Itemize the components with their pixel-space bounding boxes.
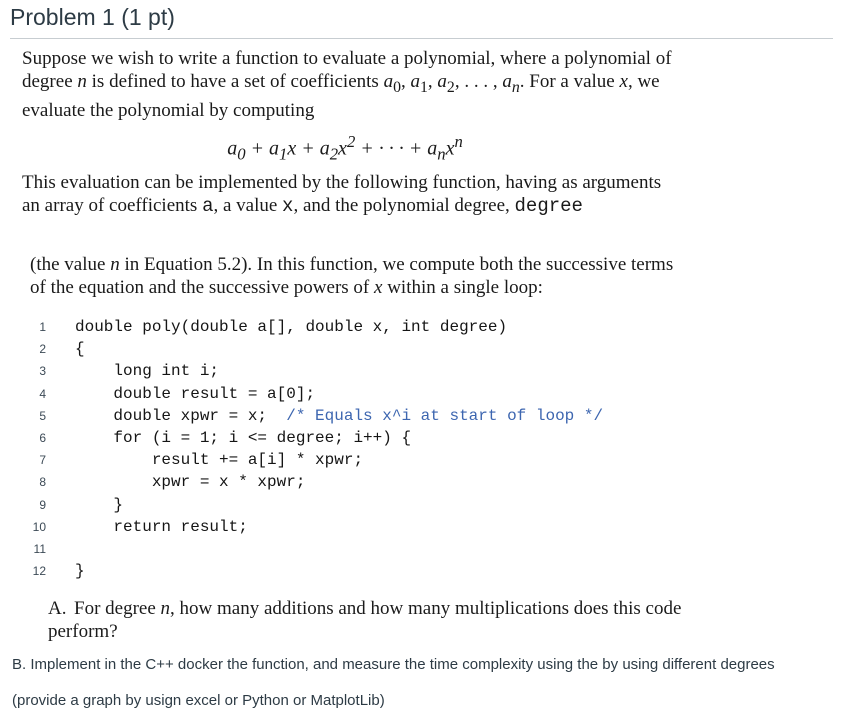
line-number: 10 — [32, 519, 46, 534]
question-b-line-1: B. Implement in the C++ docker the function, and measure the time complexity using the by using different degrees — [12, 656, 775, 673]
code-line — [0, 316, 620, 338]
code-listing — [0, 316, 620, 582]
code-line — [0, 471, 620, 493]
code-text: return result; — [75, 517, 248, 536]
problem-title: Problem 1 (1 pt) — [10, 4, 175, 30]
line-number: 6 — [39, 430, 46, 445]
line-number: 5 — [39, 408, 46, 423]
intro-paragraph: Suppose we wish to write a function to evaluate a polynomial, where a polynomial of degree n is defined to have a set of coefficients $a_0$, $a_1$, $a_2$, . . . , $a_n$. For a value x, we evaluate the polynomial by computing — [22, 48, 672, 121]
code-comment: /* Equals x^i at start of loop */ — [286, 406, 604, 425]
question-a — [48, 597, 688, 643]
question-a-text: For degree n, how many additions and how many multiplications does this code perform? — [48, 598, 682, 642]
implementation-paragraph: This evaluation can be implemented by the following function, having as arguments an array of coefficients a, a value x, and the polynomial degree, degree — [22, 172, 662, 217]
line-number: 12 — [32, 564, 46, 579]
code-line — [0, 516, 620, 538]
title-divider — [10, 38, 833, 39]
line-number: 8 — [39, 475, 46, 490]
code-line — [0, 427, 620, 449]
line-number: 9 — [39, 497, 46, 512]
loop-description-paragraph: (the value n in Equation 5.2). In this function, we compute both the successive terms of the equation and the successive powers of x within a single loop: — [30, 254, 674, 298]
code-line — [0, 560, 620, 582]
code-text: long int i; — [75, 362, 220, 381]
line-number: 2 — [39, 342, 46, 357]
code-line — [0, 538, 620, 560]
line-number: 3 — [39, 364, 46, 379]
polynomial-equation: $a_0 + a_1x + a_2x^2$ + · · · + $a_nx^n$ — [227, 132, 463, 164]
code-text: double result = a[0]; — [75, 384, 316, 403]
question-b-line-2: (provide a graph by usign excel or Python or MatplotLib) — [12, 692, 385, 709]
line-number: 11 — [33, 541, 46, 556]
code-text: { — [75, 340, 85, 359]
code-line — [0, 449, 620, 471]
code-text: } — [75, 562, 85, 581]
code-line — [0, 494, 620, 516]
code-text: for (i = 1; i <= degree; i++) { — [75, 428, 412, 447]
code-text: } — [75, 495, 124, 514]
code-line — [0, 360, 620, 382]
question-a-label: A. — [48, 598, 67, 619]
code-line — [0, 405, 620, 427]
line-number: 4 — [39, 386, 46, 401]
line-number: 1 — [39, 320, 46, 334]
code-text: xpwr = x * xpwr; — [75, 473, 306, 492]
line-number: 7 — [39, 453, 46, 468]
code-text: double poly(double a[], double x, int degree) — [75, 318, 508, 336]
code-line — [0, 383, 620, 405]
code-line — [0, 338, 620, 360]
code-text: result += a[i] * xpwr; — [75, 451, 364, 470]
code-text: double xpwr = x; /* Equals x^i at start of loop */ — [75, 406, 604, 425]
